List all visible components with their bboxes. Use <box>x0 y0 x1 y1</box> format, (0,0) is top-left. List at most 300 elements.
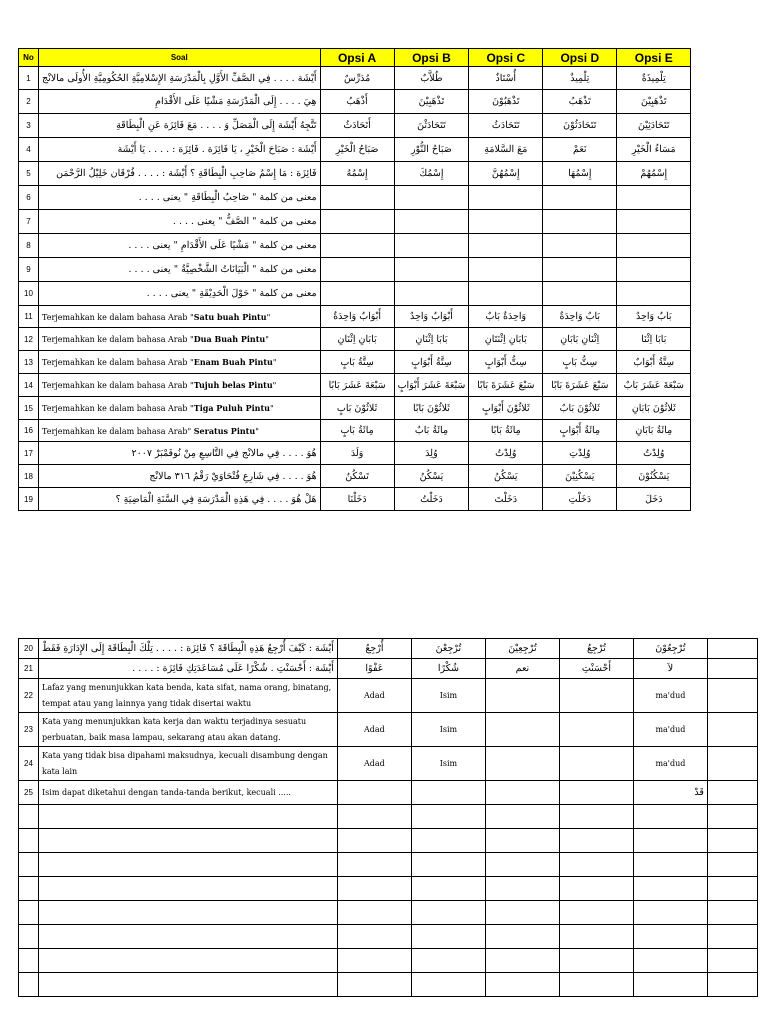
question-text <box>39 420 321 442</box>
option-d: بَابٌ وَاحِدَةٌ <box>543 306 617 328</box>
option-d: وُلِدْتِ <box>543 442 617 465</box>
question-number: 22 <box>19 679 39 713</box>
option-e: ثَلاثُوْنَ بَابَانِ <box>617 397 691 420</box>
table-row <box>19 679 758 713</box>
option-a: عَفْوًا <box>337 659 411 679</box>
empty-cell <box>559 829 633 853</box>
option-a <box>320 282 394 306</box>
option-c: وُلِدْتُ <box>469 442 543 465</box>
question-number: 15 <box>19 397 39 420</box>
extra-cell <box>707 747 757 781</box>
option-d: تِلْمِيذٌ <box>543 67 617 90</box>
option-d <box>543 234 617 258</box>
empty-cell <box>39 877 338 901</box>
option-c <box>485 679 559 713</box>
empty-cell <box>559 973 633 997</box>
empty-cell <box>337 877 411 901</box>
option-a: دَخَلْنَا <box>320 488 394 511</box>
empty-cell <box>411 973 485 997</box>
option-c <box>469 258 543 282</box>
option-e: تَذْهَبِيْنَ <box>617 90 691 114</box>
empty-cell <box>633 829 707 853</box>
question-text: أَيْشَة : صَبَاحَ الْخَيْرِ ، يَا فَائِزَة . فَائِزَة : . . . . يَا أَيْشَة <box>39 138 321 162</box>
option-e: بَابٌ وَاحِدٌ <box>617 306 691 328</box>
option-b: تَذْهَبِيْنَ <box>394 90 469 114</box>
question-number: 12 <box>19 328 39 351</box>
empty-cell <box>559 925 633 949</box>
empty-cell <box>39 901 338 925</box>
question-text: تَتَّجِهُ أَيْشَة إِلَى الْمَصَلِّ وَ . . . . مَعَ فَائِزَة عَنِ الْبِطَاقَةِ <box>39 114 321 138</box>
option-d <box>543 282 617 306</box>
option-a: بَابَانِ اِثْنَانِ <box>320 328 394 351</box>
option-a <box>320 234 394 258</box>
question-text: هِيَ . . . . إِلَى الْمَدْرَسَةِ مَشْيًا عَلَى الأَقْدَامِ <box>39 90 321 114</box>
option-b: Isim <box>411 747 485 781</box>
empty-cell <box>485 901 559 925</box>
empty-cell <box>707 877 757 901</box>
question-number: 7 <box>19 210 39 234</box>
empty-cell <box>559 949 633 973</box>
empty-cell <box>707 829 757 853</box>
empty-cell <box>707 925 757 949</box>
option-d: ثَلاثُوْنَ بَابٌ <box>543 397 617 420</box>
question-text: هُوَ . . . . فِي مالانْج فِي التَّاسِعِ مِنْ نُوفَمْبَرْ ٢٠٠٧ <box>39 442 321 465</box>
option-c: تُرْجِعِيْنَ <box>485 639 559 659</box>
option-e <box>617 186 691 210</box>
option-a: سَبْعَةَ عَشَرَ بَابًا <box>320 374 394 397</box>
option-e: سِتَّةُ أَبْوَابٌ <box>617 351 691 374</box>
question-text: Kata yang tidak bisa dipahami maksudnya, kecuali disambung dengan kata lain <box>39 747 338 781</box>
option-a: صَبَاحُ الْخَيْرِ <box>320 138 394 162</box>
table-header-row <box>19 49 691 67</box>
option-b: أَبْوَابٌ وَاحِدٌ <box>394 306 469 328</box>
option-d: نَعَمْ <box>543 138 617 162</box>
empty-cell <box>337 829 411 853</box>
question-text: Isim dapat diketahui dengan tanda-tanda berikut, kecuali ..... <box>39 781 338 805</box>
option-b: وُلِدَ <box>394 442 469 465</box>
option-b: ثَلاثُوْنَ بَابًا <box>394 397 469 420</box>
question-suffix: " <box>269 404 274 413</box>
question-text: Kata yang menunjukkan kata kerja dan waktu terjadinya sesuatu perbuatan, baik masa lampau, sekarang atau akan datang. <box>39 713 338 747</box>
question-text: هُوَ . . . . فِي شَارِعِ فُتْحَاوَيْ رَقْمُ ٣١٦ مالانْج <box>39 465 321 488</box>
option-b: مِائَةُ بَابٌ <box>394 420 469 442</box>
option-e <box>617 210 691 234</box>
empty-cell <box>19 901 39 925</box>
empty-cell <box>707 805 757 829</box>
question-text <box>39 306 321 328</box>
table-row <box>19 328 691 351</box>
question-number: 11 <box>19 306 39 328</box>
empty-cell <box>485 925 559 949</box>
question-suffix: " <box>255 426 259 436</box>
question-number: 21 <box>19 659 39 679</box>
question-number: 18 <box>19 465 39 488</box>
question-number: 3 <box>19 114 39 138</box>
question-text: معنى من كلمة " الصَّفُّ " يعنى . . . . <box>39 210 321 234</box>
question-prefix: Terjemahkan ke dalam bahasa Arab " <box>42 381 194 390</box>
option-c <box>469 234 543 258</box>
table-row <box>19 186 691 210</box>
header-opsi-b: Opsi B <box>394 49 469 67</box>
option-e: تُرْجِعُوْنَ <box>633 639 707 659</box>
option-a: أُرْجِعُ <box>337 639 411 659</box>
option-b: تُرْجِعْنَ <box>411 639 485 659</box>
option-a: إِسْمُهُ <box>320 162 394 186</box>
empty-cell <box>485 805 559 829</box>
empty-cell <box>707 853 757 877</box>
question-text: أَيْشَة : كَيْفَ أُرْجِعُ هَذِهِ الْبِطَاقَةَ ؟ فَائِزَة : . . . . تِلْكَ الْبِطَاقَةَ إِلَى الإِدَارَةِ فَقَطْ <box>39 639 338 659</box>
table-row <box>19 465 691 488</box>
question-number: 25 <box>19 781 39 805</box>
option-e: دَخَلَ <box>617 488 691 511</box>
option-a <box>320 258 394 282</box>
empty-cell <box>633 853 707 877</box>
option-d <box>559 713 633 747</box>
question-number: 5 <box>19 162 39 186</box>
option-d <box>559 747 633 781</box>
question-text: معنى من كلمة " حَوْلَ الْحَدِيْقَةِ " يعنى . . . . <box>39 282 321 306</box>
option-b: سِتَّةُ أَبْوَابٍ <box>394 351 469 374</box>
table-row <box>19 659 758 679</box>
option-a: مُدَرِّسٌ <box>320 67 394 90</box>
empty-cell <box>707 901 757 925</box>
header-no: No <box>19 49 39 67</box>
empty-row <box>19 877 758 901</box>
option-c: سِتُّ أَبْوَابٍ <box>469 351 543 374</box>
table-row <box>19 488 691 511</box>
option-a <box>337 781 411 805</box>
empty-cell <box>633 877 707 901</box>
table-row <box>19 374 691 397</box>
option-a: Adad <box>337 679 411 713</box>
empty-row <box>19 829 758 853</box>
question-number: 24 <box>19 747 39 781</box>
question-phrase: Tujuh belas Pintu <box>193 380 273 390</box>
question-text: Lafaz yang menunjukkan kata benda, kata sifat, nama orang, binatang, tempat atau yang lainnya yang tidak disertai waktu <box>39 679 338 713</box>
option-a: مِائَةُ بَابٍ <box>320 420 394 442</box>
empty-cell <box>411 949 485 973</box>
question-number: 23 <box>19 713 39 747</box>
option-d <box>543 210 617 234</box>
table-row <box>19 420 691 442</box>
empty-cell <box>39 925 338 949</box>
option-c: ثَلاثُوْنَ أَبْوَابٍ <box>469 397 543 420</box>
question-suffix: " <box>265 335 269 344</box>
option-b: يَسْكُنُ <box>394 465 469 488</box>
empty-cell <box>707 949 757 973</box>
option-a <box>320 186 394 210</box>
empty-cell <box>411 901 485 925</box>
option-e: إِسْمُهُمْ <box>617 162 691 186</box>
option-e: بَابَا اِثْنَا <box>617 328 691 351</box>
question-number: 1 <box>19 67 39 90</box>
option-c: تَذْهَبُوْنَ <box>469 90 543 114</box>
option-c: بَابَانِ اِثْنَتَانِ <box>469 328 543 351</box>
question-suffix: " <box>272 381 277 390</box>
empty-cell <box>337 973 411 997</box>
question-table-page-1 <box>18 48 691 511</box>
extra-cell <box>707 679 757 713</box>
empty-cell <box>39 805 338 829</box>
option-d: إِسْمُهَا <box>543 162 617 186</box>
empty-cell <box>559 901 633 925</box>
question-text: هَلْ هُوَ . . . . فِي هَذِهِ الْمَدْرَسَةِ فِي السَّنَةِ الْمَاضِيَةِ ؟ <box>39 488 321 511</box>
option-a: ثَلاثُوْنَ بَابٍ <box>320 397 394 420</box>
empty-cell <box>633 973 707 997</box>
question-text: معنى من كلمة " مَشْيًا عَلَى الأَقْدَامِ " يعنى . . . . <box>39 234 321 258</box>
question-number: 2 <box>19 90 39 114</box>
table-row <box>19 747 758 781</box>
option-b: طُلاَّبٌ <box>394 67 469 90</box>
extra-cell <box>707 713 757 747</box>
table-row <box>19 210 691 234</box>
table-row <box>19 713 758 747</box>
option-c <box>485 713 559 747</box>
empty-cell <box>39 949 338 973</box>
table-row <box>19 397 691 420</box>
empty-cell <box>337 925 411 949</box>
option-c: إِسْمُهُنَّ <box>469 162 543 186</box>
empty-cell <box>559 877 633 901</box>
empty-cell <box>337 901 411 925</box>
option-c: وَاحِدَةٌ بَابٌ <box>469 306 543 328</box>
table-row <box>19 90 691 114</box>
option-c: أُسْتَاذٌ <box>469 67 543 90</box>
empty-row <box>19 949 758 973</box>
question-number: 17 <box>19 442 39 465</box>
option-b: صَبَاحُ النُّوْرِ <box>394 138 469 162</box>
extra-cell <box>707 639 757 659</box>
empty-row <box>19 805 758 829</box>
empty-cell <box>19 853 39 877</box>
question-number: 14 <box>19 374 39 397</box>
option-e: يَسْكُنُوْنَ <box>617 465 691 488</box>
empty-cell <box>485 853 559 877</box>
question-text: أَيْشَة . . . . فِي الصَّفِّ الأَوَّلِ بِالْمَدْرَسَةِ الإِسْلامِيَّةِ الحُكُومِيَّةِ الأُولَى مالانْج <box>39 67 321 90</box>
empty-cell <box>485 877 559 901</box>
table-row <box>19 258 691 282</box>
option-b: سَبْعَةَ عَشَرَ أَبْوَابٍ <box>394 374 469 397</box>
question-prefix: Terjemahkan ke dalam bahasa Arab" <box>42 426 194 436</box>
option-e: ma'dud <box>633 679 707 713</box>
empty-cell <box>19 973 39 997</box>
option-c: يَسْكُنُ <box>469 465 543 488</box>
question-text <box>39 374 321 397</box>
option-b: Isim <box>411 713 485 747</box>
option-b <box>394 282 469 306</box>
question-prefix: Terjemahkan ke dalam bahasa Arab " <box>42 312 194 322</box>
question-phrase: Satu buah Pintu <box>193 311 267 322</box>
empty-cell <box>39 973 338 997</box>
table-row <box>19 138 691 162</box>
table-row <box>19 306 691 328</box>
option-d <box>559 781 633 805</box>
question-number: 4 <box>19 138 39 162</box>
question-text <box>39 351 321 374</box>
empty-cell <box>19 877 39 901</box>
empty-cell <box>337 805 411 829</box>
question-text: معنى من كلمة " الْبَيَانَاتُ الشَّخْصِيَّةُ " يعنى . . . . <box>39 258 321 282</box>
empty-cell <box>485 829 559 853</box>
option-a: وَلَدَ <box>320 442 394 465</box>
empty-cell <box>19 829 39 853</box>
question-prefix: Terjemahkan ke dalam bahasa Arab " <box>42 404 194 413</box>
table-row <box>19 282 691 306</box>
header-opsi-e: Opsi E <box>617 49 691 67</box>
option-b: Isim <box>411 679 485 713</box>
question-number: 6 <box>19 186 39 210</box>
question-number: 20 <box>19 639 39 659</box>
question-phrase: Tiga Puluh Pintu <box>193 403 270 413</box>
option-e: قَدْ <box>633 781 707 805</box>
option-d: أَحْسَنْتِ <box>559 659 633 679</box>
table-row <box>19 351 691 374</box>
empty-cell <box>411 805 485 829</box>
empty-cell <box>633 925 707 949</box>
option-c <box>469 282 543 306</box>
question-text: فَائِزَة : مَا إِسْمُ صَاحِبِ الْبِطَاقَةِ ؟ أَيْشَة : . . . . فُرْقَان خَلِيْلُ الرَّحْمَن <box>39 162 321 186</box>
option-e: وُلِدْتُ <box>617 442 691 465</box>
table-row <box>19 442 691 465</box>
question-number: 13 <box>19 351 39 374</box>
option-e <box>617 234 691 258</box>
table-row <box>19 67 691 90</box>
option-b <box>394 258 469 282</box>
option-e: ma'dud <box>633 747 707 781</box>
extra-cell <box>707 781 757 805</box>
option-d <box>543 186 617 210</box>
option-b <box>394 234 469 258</box>
question-number: 9 <box>19 258 39 282</box>
option-e <box>617 282 691 306</box>
empty-cell <box>39 829 338 853</box>
empty-cell <box>411 829 485 853</box>
option-c <box>469 210 543 234</box>
option-d: سَبْعَ عَشَرَةَ بَابًا <box>543 374 617 397</box>
empty-cell <box>485 973 559 997</box>
option-e: سَبْعَةَ عَشَرَ بَابٌ <box>617 374 691 397</box>
option-e: تِلْمِيذَةٌ <box>617 67 691 90</box>
question-text <box>39 397 321 420</box>
option-b <box>394 186 469 210</box>
question-number: 16 <box>19 420 39 442</box>
option-c: تَتَحَادَثُ <box>469 114 543 138</box>
question-text <box>39 328 321 351</box>
header-opsi-d: Opsi D <box>543 49 617 67</box>
empty-cell <box>411 925 485 949</box>
empty-row <box>19 853 758 877</box>
empty-cell <box>337 949 411 973</box>
option-c <box>485 781 559 805</box>
question-phrase: Enam Buah Pintu <box>193 357 273 367</box>
question-suffix: " <box>272 358 277 367</box>
option-c: دَخَلْتَ <box>469 488 543 511</box>
option-a: أَذْهَبُ <box>320 90 394 114</box>
empty-cell <box>39 853 338 877</box>
option-a: Adad <box>337 747 411 781</box>
option-d: يَسْكُنِيْنَ <box>543 465 617 488</box>
option-e <box>617 258 691 282</box>
question-text: معنى من كلمة " صَاحِبُ الْبِطَاقَةِ " يعنى . . . . <box>39 186 321 210</box>
option-a: أَبْوَابٌ وَاحِدَةٌ <box>320 306 394 328</box>
option-d: سِتُّ بَابٍ <box>543 351 617 374</box>
option-b: إِسْمُكَ <box>394 162 469 186</box>
option-e: مَسَاءُ الْخَيْرِ <box>617 138 691 162</box>
header-opsi-a: Opsi A <box>320 49 394 67</box>
empty-cell <box>19 805 39 829</box>
question-phrase: Seratus Pintu <box>193 425 256 436</box>
table-row <box>19 639 758 659</box>
table-row <box>19 234 691 258</box>
empty-row <box>19 925 758 949</box>
option-c <box>485 747 559 781</box>
table-row <box>19 781 758 805</box>
question-number: 19 <box>19 488 39 511</box>
question-number: 8 <box>19 234 39 258</box>
empty-row <box>19 973 758 997</box>
option-a: Adad <box>337 713 411 747</box>
option-b: تَتَحَادَثْنَ <box>394 114 469 138</box>
header-soal: Soal <box>39 49 321 67</box>
empty-cell <box>559 853 633 877</box>
option-b: شُكْرًا <box>411 659 485 679</box>
empty-cell <box>559 805 633 829</box>
question-prefix: Terjemahkan ke dalam bahasa Arab " <box>42 358 194 367</box>
table-row <box>19 114 691 138</box>
option-c: سَبْعَ عَشَرَةَ بَابًا <box>469 374 543 397</box>
question-number: 10 <box>19 282 39 306</box>
extra-cell <box>707 659 757 679</box>
option-e: مِائَةُ بَابَانِ <box>617 420 691 442</box>
option-d: مِائَةُ أَبْوَابٍ <box>543 420 617 442</box>
question-phrase: Dua Buah Pintu <box>193 334 266 344</box>
option-b <box>394 210 469 234</box>
option-c <box>469 186 543 210</box>
table-row <box>19 162 691 186</box>
empty-row <box>19 901 758 925</box>
header-opsi-c: Opsi C <box>469 49 543 67</box>
empty-cell <box>633 949 707 973</box>
empty-cell <box>411 853 485 877</box>
empty-cell <box>707 973 757 997</box>
empty-cell <box>485 949 559 973</box>
question-table-page-2 <box>18 638 758 997</box>
option-a <box>320 210 394 234</box>
empty-cell <box>633 901 707 925</box>
empty-cell <box>337 853 411 877</box>
option-d: تَتَحَادَثُوْنَ <box>543 114 617 138</box>
empty-cell <box>411 877 485 901</box>
option-e: لاَ <box>633 659 707 679</box>
option-a: تَسْكُنُ <box>320 465 394 488</box>
empty-cell <box>19 925 39 949</box>
option-e: تَتَحَادَثِيْنَ <box>617 114 691 138</box>
empty-cell <box>633 805 707 829</box>
option-b <box>411 781 485 805</box>
option-a: أَتَحَادَثُ <box>320 114 394 138</box>
question-prefix: Terjemahkan ke dalam bahasa Arab " <box>42 335 194 344</box>
option-a: سِتَّةُ بَابٍ <box>320 351 394 374</box>
option-d: تَذْهَبُ <box>543 90 617 114</box>
option-d: تُرْجِعُ <box>559 639 633 659</box>
option-e: ma'dud <box>633 713 707 747</box>
question-suffix: " <box>266 312 271 322</box>
option-d: دَخَلْتِ <box>543 488 617 511</box>
option-c: مِائَةُ بَابًا <box>469 420 543 442</box>
option-d: اِثْنَانِ بَابَانِ <box>543 328 617 351</box>
question-text: أَيْشَة : أَحْسَنْتِ . شُكْرًا عَلَى مُسَاعَدَتِكِ فَائِزَة : . . . . <box>39 659 338 679</box>
empty-cell <box>19 949 39 973</box>
